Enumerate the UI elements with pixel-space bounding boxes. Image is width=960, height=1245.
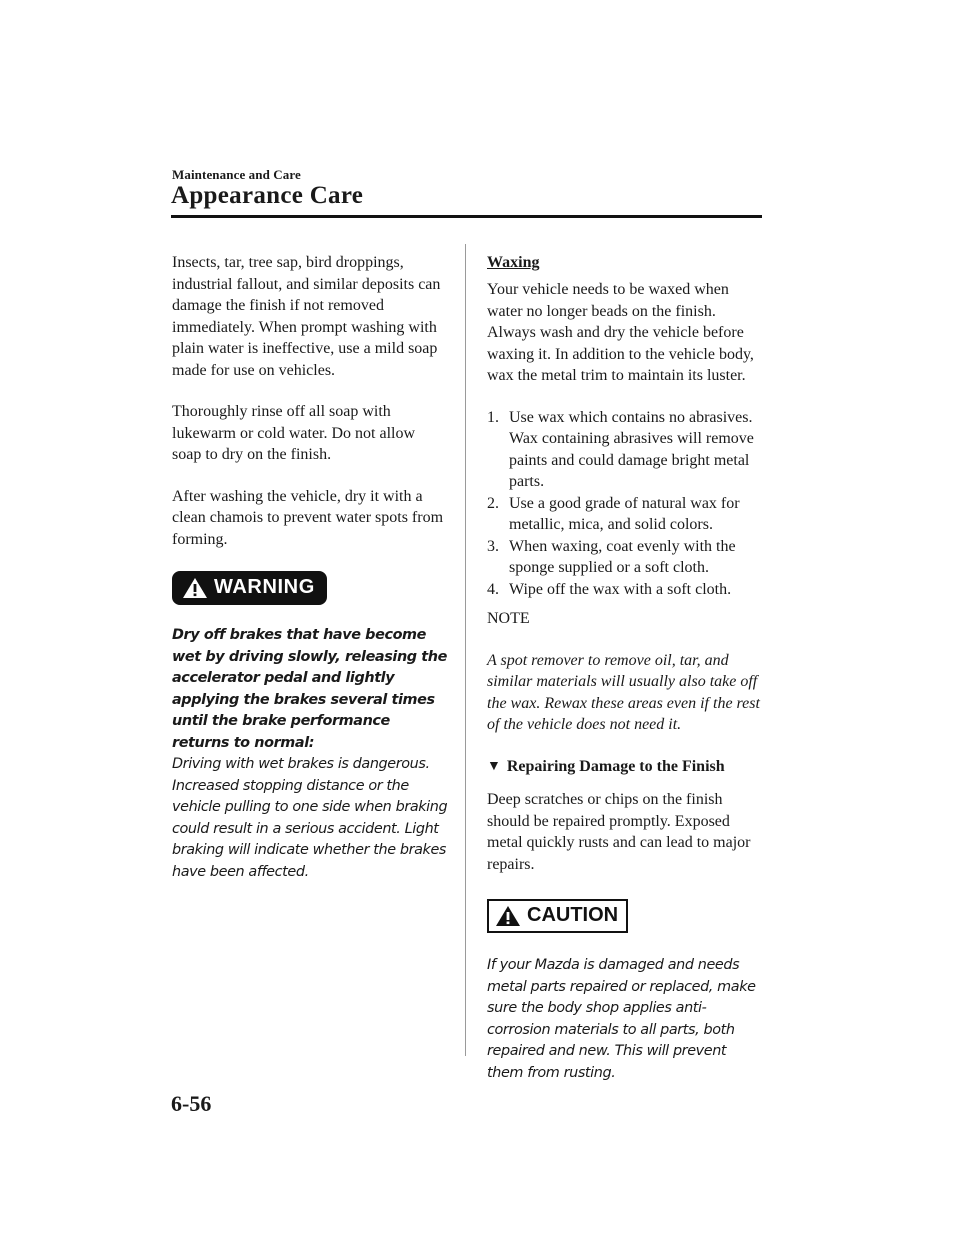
caution-badge [487, 899, 628, 933]
title-rule [171, 215, 762, 218]
repair-body: Deep scratches or chips on the finish should be repaired promptly. Exposed metal quickly rusts and can lead to major repairs. [487, 791, 751, 873]
paragraph-contaminants: Insects, tar, tree sap, bird droppings, industrial fallout, and similar deposits can damage the finish if not removed immediately. When prompt washing with plain water is ineffective, use a mild soap made for use on vehicles. [172, 254, 441, 379]
repair-heading: Repairing Damage to the Finish [506, 757, 725, 775]
warning-triangle-icon [182, 577, 208, 599]
paragraph-dry: After washing the vehicle, dry it with a clean chamois to prevent water spots from forming. [172, 487, 444, 548]
step-number: 2. [487, 494, 499, 512]
warning-label: WARNING [214, 576, 315, 599]
paragraph-rinse: Thoroughly rinse off all soap with lukewarm or cold water. Do not allow soap to dry on the finish. [172, 403, 416, 463]
warning-triangle-icon [495, 905, 521, 927]
page-title: Appearance Care [171, 182, 364, 209]
step-text: Use a good grade of natural wax for metallic, mica, and solid colors. [509, 494, 740, 533]
list-item [487, 407, 763, 493]
note-text: A spot remover to remove oil, tar, and similar materials will usually also take off the wax. Rewax these areas even if the rest of the vehicle does not need it. [487, 651, 760, 733]
caution-label: CAUTION [527, 904, 619, 927]
waxing-intro: Your vehicle needs to be waxed when water no longer beads on the finish. Always wash and dry the vehicle before waxing it. In addition to the vehicle body, wax the metal trim to maintain its luster. [487, 281, 754, 384]
waxing-steps [487, 407, 763, 601]
right-column [487, 252, 763, 1104]
warning-text [172, 625, 448, 883]
note-label: NOTE [487, 610, 530, 627]
column-divider [465, 244, 466, 1056]
triangle-marker-icon: ▼ [487, 758, 501, 774]
left-column [172, 252, 448, 903]
page-number: 6-56 [171, 1091, 212, 1116]
step-number: 1. [487, 408, 499, 426]
caution-body: If your Mazda is damaged and needs metal parts repaired or replaced, make sure the body shop applies anti-corrosion materials to all parts, both repaired and new. This will prevent them from rusting. [487, 957, 756, 1081]
step-text: When waxing, coat evenly with the sponge supplied or a soft cloth. [509, 537, 736, 576]
step-number: 4. [487, 580, 499, 598]
warning-heading: Dry off brakes that have become wet by driving slowly, releasing the accelerator pedal and lightly applying the brakes several times until the brake performance returns to normal: [172, 627, 447, 751]
step-text: Use wax which contains no abrasives. Wax containing abrasives will remove paints and could damage bright metal parts. [509, 408, 754, 490]
waxing-heading: Waxing [487, 254, 540, 271]
section-label: Maintenance and Care [172, 167, 301, 182]
step-text: Wipe off the wax with a soft cloth. [509, 580, 732, 598]
list-item [487, 536, 763, 579]
list-item [487, 579, 763, 601]
list-item [487, 493, 763, 536]
warning-body: Driving with wet brakes is dangerous. Increased stopping distance or the vehicle pulling to one side when braking could result in a serious accident. Light braking will indicate whether the brakes have been affected. [172, 756, 448, 880]
warning-badge [172, 571, 327, 605]
step-number: 3. [487, 537, 499, 555]
repair-heading-row [487, 756, 763, 778]
